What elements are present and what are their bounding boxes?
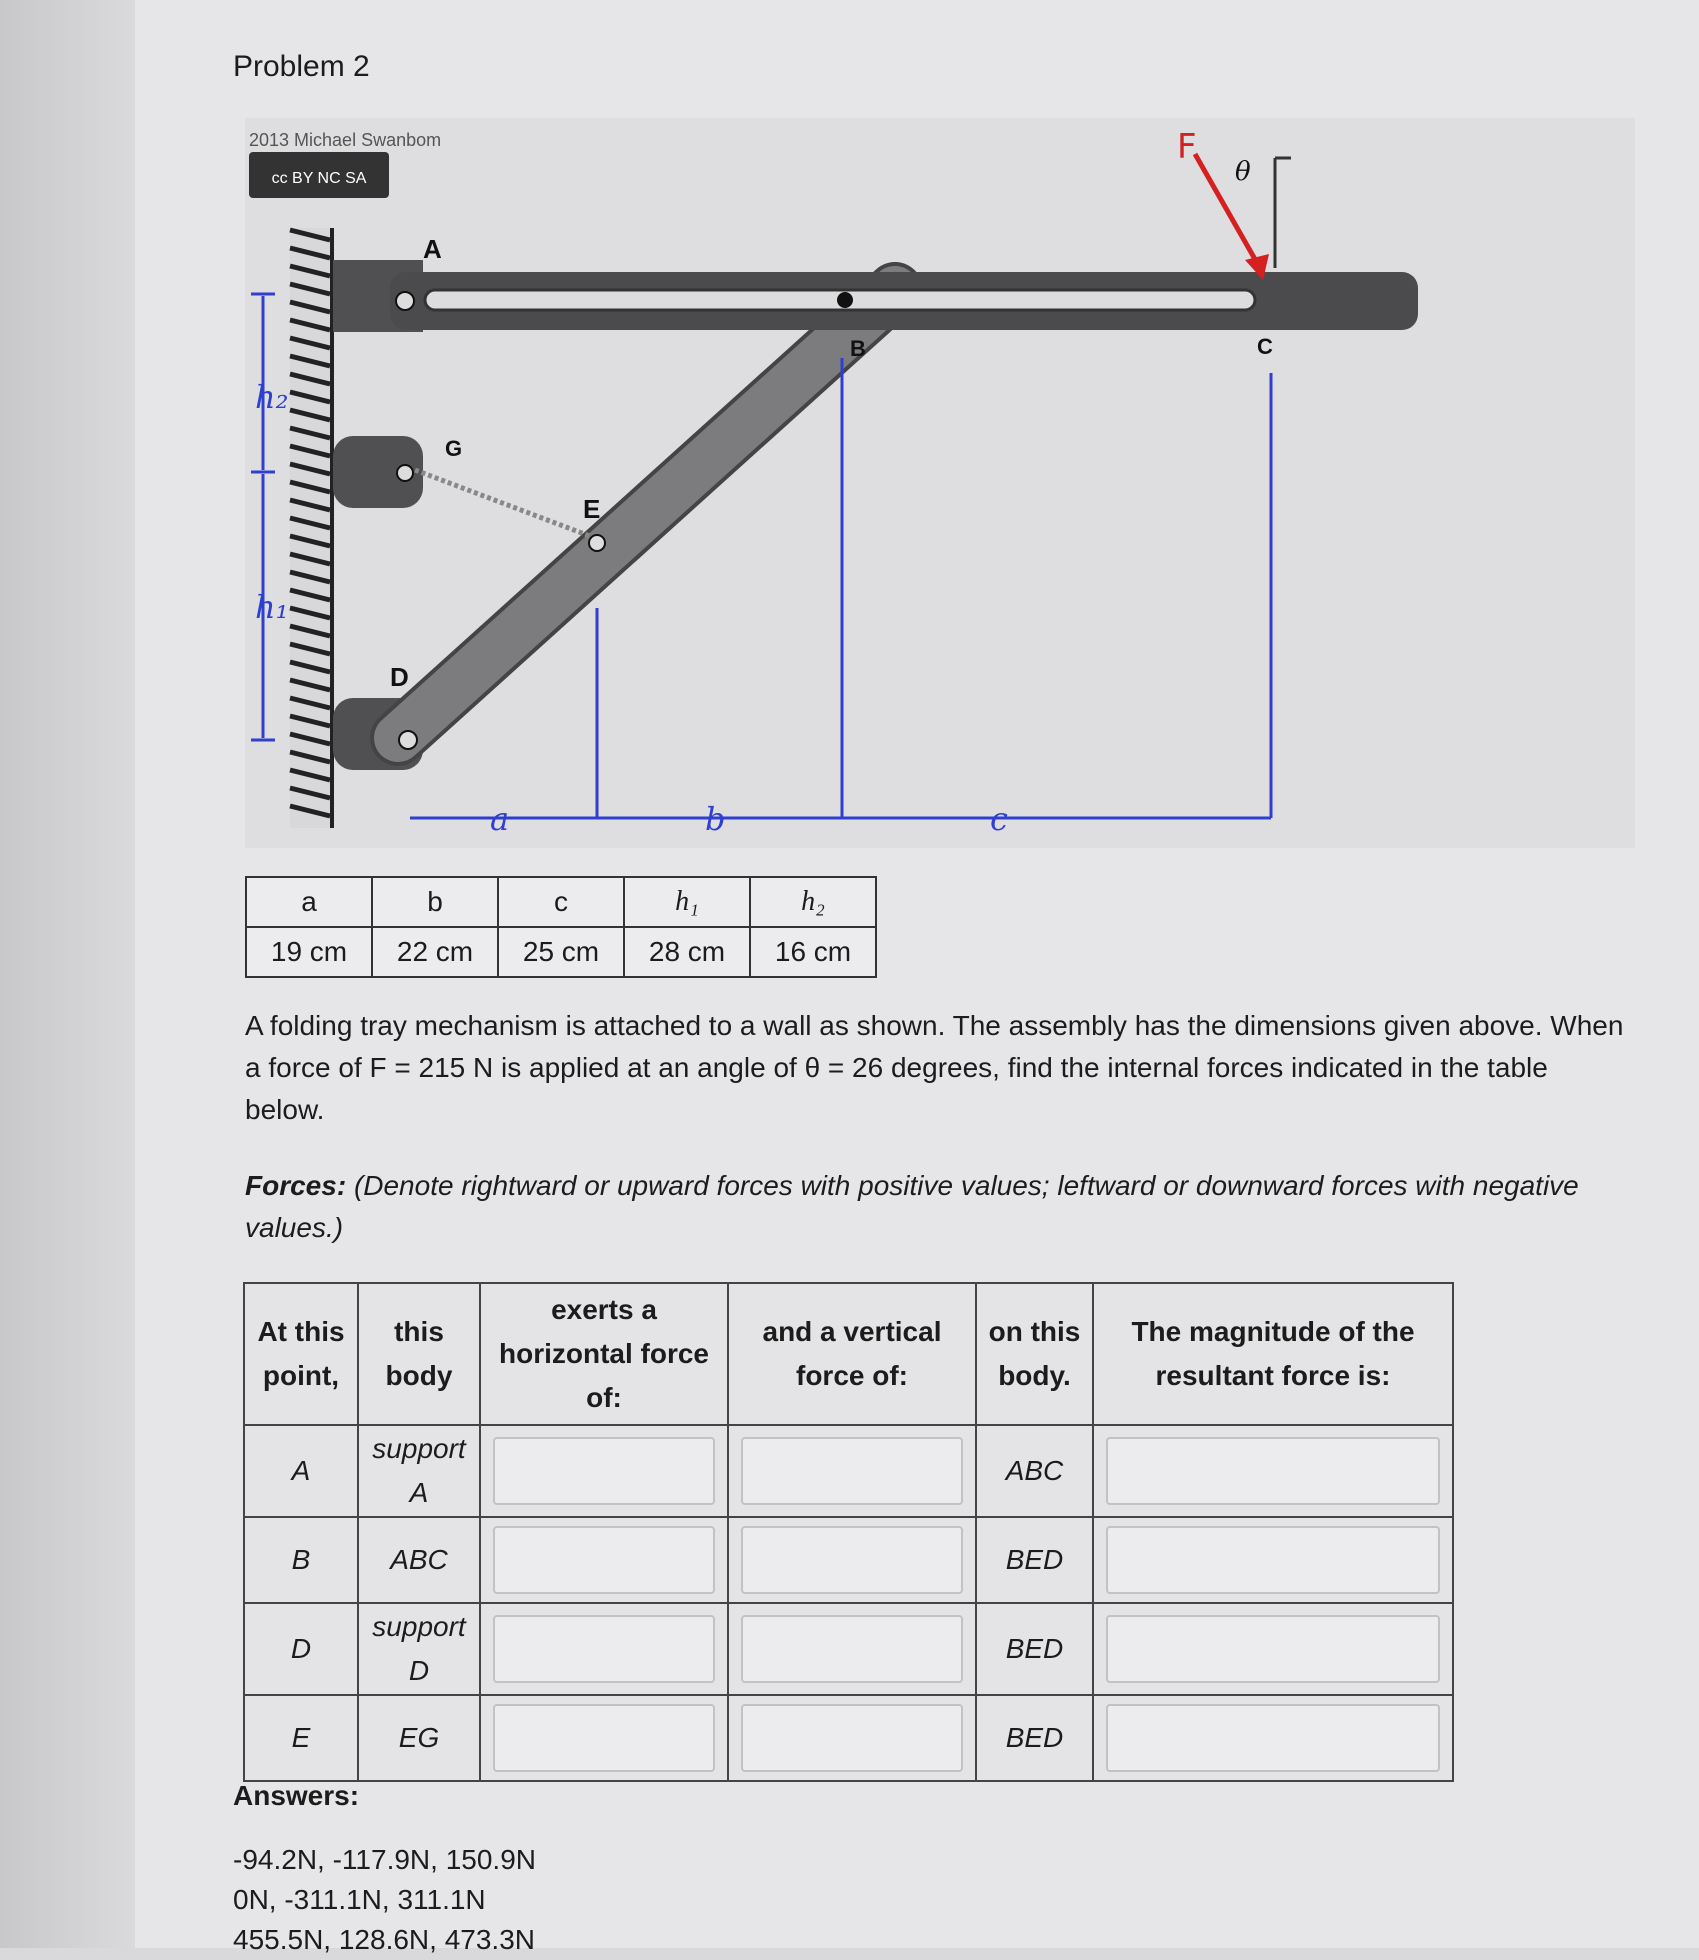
- horizontal-force-input[interactable]: [493, 1704, 715, 1772]
- label-b: b: [705, 800, 726, 838]
- mechanism-diagram: [245, 118, 1635, 848]
- row-point: E: [244, 1695, 358, 1781]
- problem-title: Problem 2: [233, 50, 370, 83]
- vertical-force-input[interactable]: [741, 1526, 963, 1594]
- dim-value-c: 25 cm: [498, 927, 624, 977]
- dim-header-b: b: [372, 877, 498, 927]
- col-header-resultant: The magnitude of the resultant force is:: [1093, 1283, 1453, 1425]
- bar-bed: [398, 290, 895, 738]
- table-row: [244, 1603, 1453, 1695]
- pin-d: [399, 731, 417, 749]
- resultant-force-input[interactable]: [1106, 1615, 1440, 1683]
- table-row: [244, 1517, 1453, 1603]
- row-point: D: [244, 1603, 358, 1695]
- dimensions-table: [245, 876, 877, 978]
- table-row: [246, 927, 876, 977]
- forces-instructions: (Denote rightward or upward forces with positive values; leftward or downward forces with negative values.): [245, 1170, 1579, 1243]
- horizontal-force-input[interactable]: [493, 1526, 715, 1594]
- forces-note: [245, 1165, 1635, 1249]
- dim-header-c: c: [498, 877, 624, 927]
- col-header-point: At this point,: [244, 1283, 358, 1425]
- pin-e: [589, 535, 605, 551]
- pin-b: [837, 292, 853, 308]
- label-force: F: [1177, 127, 1197, 167]
- col-header-on-body: on this body.: [976, 1283, 1093, 1425]
- label-a: a: [490, 800, 510, 838]
- answer-line: 0N, -311.1N, 311.1N: [233, 1884, 486, 1915]
- label-theta: θ: [1235, 157, 1251, 187]
- dim-value-a: 19 cm: [246, 927, 372, 977]
- row-point: A: [244, 1425, 358, 1517]
- resultant-force-input[interactable]: [1106, 1704, 1440, 1772]
- forces-table: [243, 1282, 1454, 1782]
- resultant-force-input[interactable]: [1106, 1526, 1440, 1594]
- label-c: c: [990, 800, 1008, 838]
- row-by-body: support A: [358, 1425, 480, 1517]
- answers-list: [233, 1840, 536, 1960]
- row-point: B: [244, 1517, 358, 1603]
- dim-header-h1: h₁: [624, 877, 750, 927]
- answers-label: Answers:: [233, 1780, 360, 1811]
- problem-statement: A folding tray mechanism is attached to a wall as shown. The assembly has the dimensions given above. When a force of F = 215 N is applied at an angle of θ = 26 degrees, find the internal forces indicated in the table below.: [245, 1010, 1624, 1125]
- pin-g: [397, 465, 413, 481]
- table-row: [246, 877, 876, 927]
- mechanism-figure: [245, 118, 1635, 848]
- forces-label: Forces:: [245, 1170, 347, 1201]
- resultant-force-input[interactable]: [1106, 1437, 1440, 1505]
- dim-header-a: a: [246, 877, 372, 927]
- monitor-bezel: [0, 0, 135, 1948]
- table-header-row: [244, 1283, 1453, 1425]
- col-header-horizontal: exerts a horizontal force of:: [480, 1283, 728, 1425]
- row-on-body: BED: [976, 1517, 1093, 1603]
- credit-text: 2013 Michael Swanbom: [249, 130, 442, 150]
- table-row: [244, 1695, 1453, 1781]
- col-header-vertical: and a vertical force of:: [728, 1283, 976, 1425]
- row-by-body: EG: [358, 1695, 480, 1781]
- pin-a: [396, 292, 414, 310]
- dim-value-h1: 28 cm: [624, 927, 750, 977]
- dim-header-h2: h₂: [750, 877, 876, 927]
- row-by-body: ABC: [358, 1517, 480, 1603]
- dim-value-h2: 16 cm: [750, 927, 876, 977]
- label-point-c: C: [1257, 334, 1273, 359]
- cable-eg: [415, 470, 595, 538]
- row-on-body: BED: [976, 1603, 1093, 1695]
- label-point-b: B: [850, 336, 866, 361]
- answer-line: -94.2N, -117.9N, 150.9N: [233, 1844, 536, 1875]
- problem-page: [135, 0, 1699, 1955]
- label-point-g: G: [445, 436, 463, 461]
- row-on-body: BED: [976, 1695, 1093, 1781]
- license-text: cc BY NC SA: [271, 170, 367, 187]
- vertical-force-input[interactable]: [741, 1704, 963, 1772]
- row-by-body: support D: [358, 1603, 480, 1695]
- answer-line: 455.5N, 128.6N, 473.3N: [233, 1924, 535, 1955]
- label-h2: h₂: [255, 378, 289, 416]
- row-on-body: ABC: [976, 1425, 1093, 1517]
- col-header-by-body: this body: [358, 1283, 480, 1425]
- label-point-d: D: [390, 662, 409, 692]
- label-point-e: E: [583, 494, 601, 524]
- vertical-force-input[interactable]: [741, 1437, 963, 1505]
- label-h1: h₁: [255, 588, 289, 626]
- horizontal-force-input[interactable]: [493, 1437, 715, 1505]
- label-point-a: A: [423, 234, 442, 264]
- dim-value-b: 22 cm: [372, 927, 498, 977]
- vertical-force-input[interactable]: [741, 1615, 963, 1683]
- horizontal-force-input[interactable]: [493, 1615, 715, 1683]
- table-row: [244, 1425, 1453, 1517]
